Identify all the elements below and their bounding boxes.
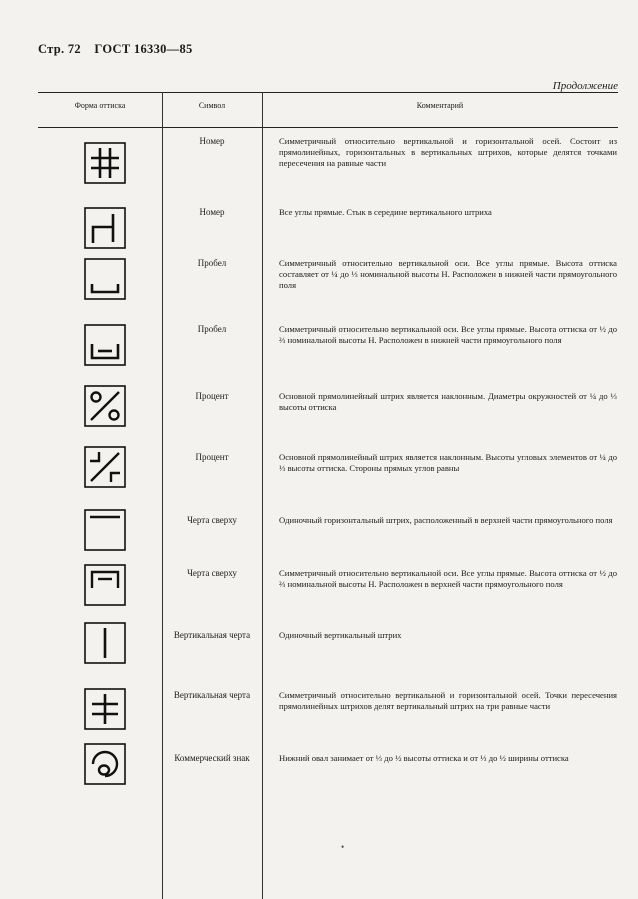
overline-alt-icon	[84, 564, 126, 606]
number-alt-icon	[84, 207, 126, 249]
table-top-rule	[38, 92, 618, 93]
comment-text: Симметричный относительно вертикальной оси. Все углы прямые. Высота оттиска составляет от ¼ до ⅓ номинальной высоты H. Расположен в нижней части прямоугольного поля	[279, 258, 617, 291]
standard-code: ГОСТ 16330—85	[94, 42, 193, 56]
commercial-sign-icon	[84, 743, 126, 785]
symbol-name: Номер	[199, 136, 225, 146]
table-header-rule	[38, 127, 618, 128]
symbol-name: Пробел	[197, 324, 227, 334]
comment-text: Симметричный относительно вертикальной и горизонтальной осей. Точки пересечения прямолинейных штрихов делят вертикальный штрих на три равные части	[279, 690, 617, 712]
comment-text: Все углы прямые. Стык в середине вертикального штриха	[279, 207, 492, 217]
column-header-comment: Комментарий	[416, 101, 464, 110]
symbol-name: Черта сверху	[187, 568, 237, 578]
number-sign-icon	[84, 142, 126, 184]
vertical-bar-icon	[84, 622, 126, 664]
vertical-bar-alt-icon	[84, 688, 126, 730]
symbol-name: Пробел	[197, 258, 227, 268]
symbol-name: Номер	[199, 207, 225, 217]
column-header-symbol: Символ	[198, 101, 226, 110]
page-number: Стр. 72	[38, 42, 81, 56]
comment-text: Одиночный горизонтальный штрих, расположенный в верхней части прямоугольного поля	[279, 515, 613, 525]
percent-alt-icon	[84, 446, 126, 488]
comment-text: Симметричный относительно вертикальной оси. Все углы прямые. Высота оттиска от ½ до ⅔ номинальной высоты H. Расположен в верхней части прямоугольного поля	[279, 568, 617, 590]
space-icon	[84, 258, 126, 300]
symbol-name: Черта сверху	[187, 515, 237, 525]
comment-text: Симметричный относительно вертикальной и горизонтальной осей. Состоит из прямолинейных, горизонтальных в вертикальных штрихов, которые делятся точками пересечения на равные части	[279, 136, 617, 169]
scan-mark: •	[341, 842, 345, 852]
column-divider	[262, 92, 263, 899]
page-header	[38, 42, 193, 57]
symbol-name: Коммерческий знак	[174, 753, 250, 763]
column-header-form: Форма оттиска	[74, 101, 126, 110]
comment-text: Основной прямолинейный штрих является наклонным. Высоты угловых элементов от ¼ до ⅓ высоты оттиска. Стороны прямых углов равны	[279, 452, 617, 474]
symbol-name: Процент	[195, 391, 229, 401]
column-divider	[162, 92, 163, 899]
comment-text: Основной прямолинейный штрих является наклонным. Диаметры окружностей от ¼ до ⅓ высоты оттиска	[279, 391, 617, 413]
comment-text: Симметричный относительно вертикальной оси. Все углы прямые. Высота оттиска от ½ до ⅔ номинальной высоты H. Расположен в нижней части прямоугольного поля	[279, 324, 617, 346]
comment-text: Нижний овал занимает от ⅓ до ½ высоты оттиска и от ⅓ до ½ ширины оттиска	[279, 753, 569, 763]
symbol-name: Процент	[195, 452, 229, 462]
symbol-name: Вертикальная черта	[173, 690, 251, 700]
space-alt-icon	[84, 324, 126, 366]
comment-text: Одиночный вертикальный штрих	[279, 630, 402, 640]
continuation-label: Продолжение	[552, 80, 618, 92]
symbol-name: Вертикальная черта	[173, 630, 251, 640]
overline-icon	[84, 509, 126, 551]
percent-icon	[84, 385, 126, 427]
